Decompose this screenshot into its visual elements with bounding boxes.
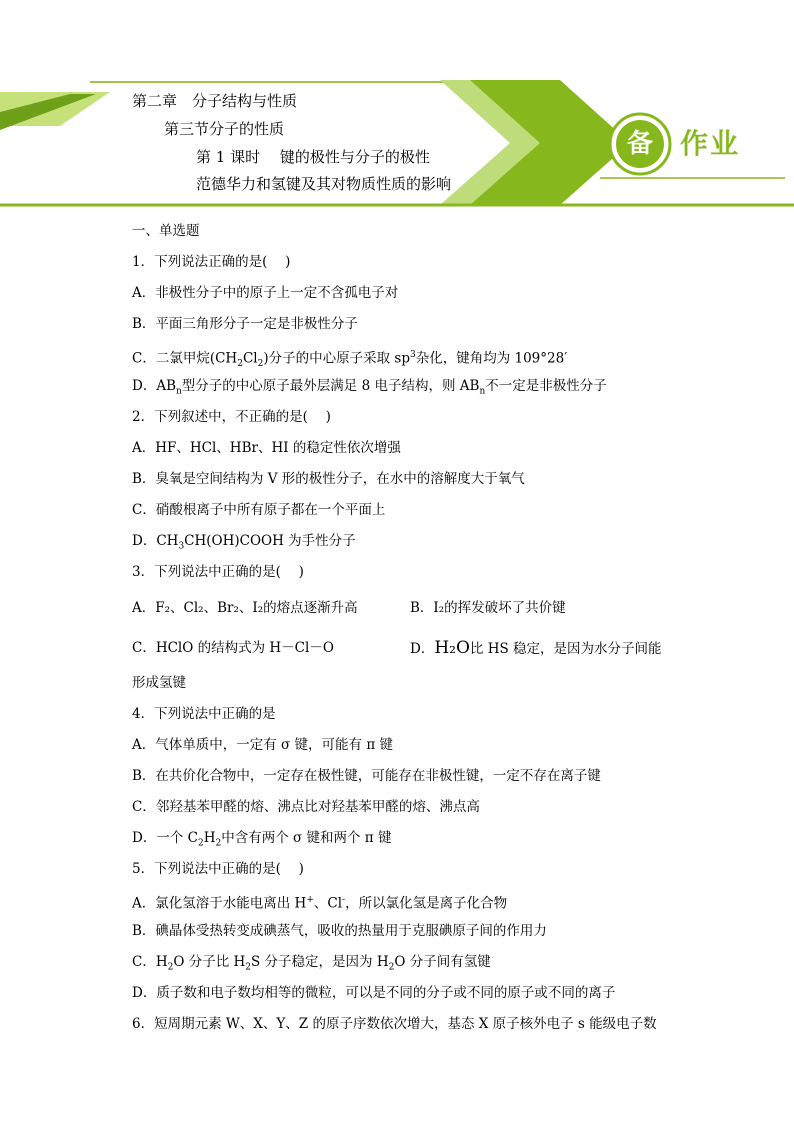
question-1-option-d: D．$AB_n$型分子的中心原子最外层满足 8 电子结构，则 $AB_n$不一定是非极性分子 <box>132 378 607 397</box>
lesson-subtitle: 范德华力和氢键及其对物质性质的影响 <box>196 175 452 193</box>
question-2-option-b: B．臭氧是空间结构为 V 形的极性分子，在水中的溶解度大于氧气 <box>132 471 525 487</box>
question-3-option-d-continued: 形成氢键 <box>132 675 186 691</box>
question-5-stem: 5．下列说法中正确的是( ) <box>132 861 304 877</box>
question-list <box>132 216 772 1040</box>
section-title: 第三节分子的性质 <box>164 120 285 138</box>
question-6-stem: 6．短周期元素 W、X、Y、Z 的原子序数依次增大，基态 X 原子核外电子 s 能级电子数 <box>132 1016 657 1032</box>
question-4-option-c: C．邻羟基苯甲醛的熔、沸点比对羟基苯甲醛的熔、沸点高 <box>132 799 480 815</box>
question-3-row-ab <box>132 588 772 628</box>
question-type-heading: 一、单选题 <box>132 223 200 239</box>
question-1-option-c: C．二氯甲烷$(CH_2Cl_2)$分子的中心原子采取 $sp^3$杂化，键角均为 109°28′ <box>132 350 568 370</box>
question-2-option-d: D．$CH_3CH(OH)COOH$ 为手性分子 <box>132 533 356 552</box>
question-2-option-a: A．HF、HCl、HBr、HI 的稳定性依次增强 <box>132 440 401 456</box>
question-2-option-c: C．硝酸根离子中所有原子都在一个平面上 <box>132 502 386 518</box>
question-5-option-a: A．氯化氢溶于水能电离出 H+、Cl-，所以氯化氢是离子化合物 <box>132 895 508 912</box>
question-3-row-cd <box>132 628 772 668</box>
question-3-option-c: C．HClO 的结构式为 H－Cl－O <box>132 640 334 656</box>
question-4-option-a: A．气体单质中，一定有 σ 键，可能有 π 键 <box>132 737 394 753</box>
banner-chevron-front <box>470 80 630 205</box>
badge-label: 作业 <box>680 127 741 160</box>
chapter-title: 第二章 分子结构与性质 <box>132 92 298 110</box>
question-1-option-a: A．非极性分子中的原子上一定不含孤电子对 <box>132 285 399 301</box>
question-3-option-a: A．F₂、Cl₂、Br₂、I₂的熔点逐渐升高 <box>132 600 358 616</box>
question-5-option-d: D．质子数和电子数均相等的微粒，可以是不同的分子或不同的原子或不同的离子 <box>132 985 616 1001</box>
question-2-stem: 2．下列叙述中，不正确的是( ) <box>132 409 331 425</box>
question-1-stem: 1．下列说法正确的是( ) <box>132 254 291 270</box>
badge-character: 备 <box>626 129 653 159</box>
question-3-option-b: B．I₂的挥发破坏了共价键 <box>410 600 566 616</box>
question-3-option-d: D．H₂O比 HS 稳定，是因为水分子间能 <box>410 638 662 658</box>
question-4-option-d: D．一个 $C_2H_2$中含有两个 σ 键和两个 π 键 <box>132 830 392 849</box>
question-1-option-b: B．平面三角形分子一定是非极性分子 <box>132 316 358 332</box>
lesson-title: 第 1 课时 键的极性与分子的极性 <box>196 148 430 166</box>
question-4-stem: 4．下列说法中正确的是 <box>132 706 276 722</box>
question-4-option-b: B．在共价化合物中，一定存在极性键，可能存在非极性键，一定不存在离子键 <box>132 768 601 784</box>
question-3-stem: 3．下列说法中正确的是( ) <box>132 564 304 580</box>
question-5-option-c: C．$H_2O$ 分子比 $H_2S$ 分子稳定，是因为 $H_2O$ 分子间有氢键 <box>132 954 491 973</box>
question-5-option-b: B．碘晶体受热转变成碘蒸气，吸收的热量用于克服碘原子间的作用力 <box>132 923 547 939</box>
